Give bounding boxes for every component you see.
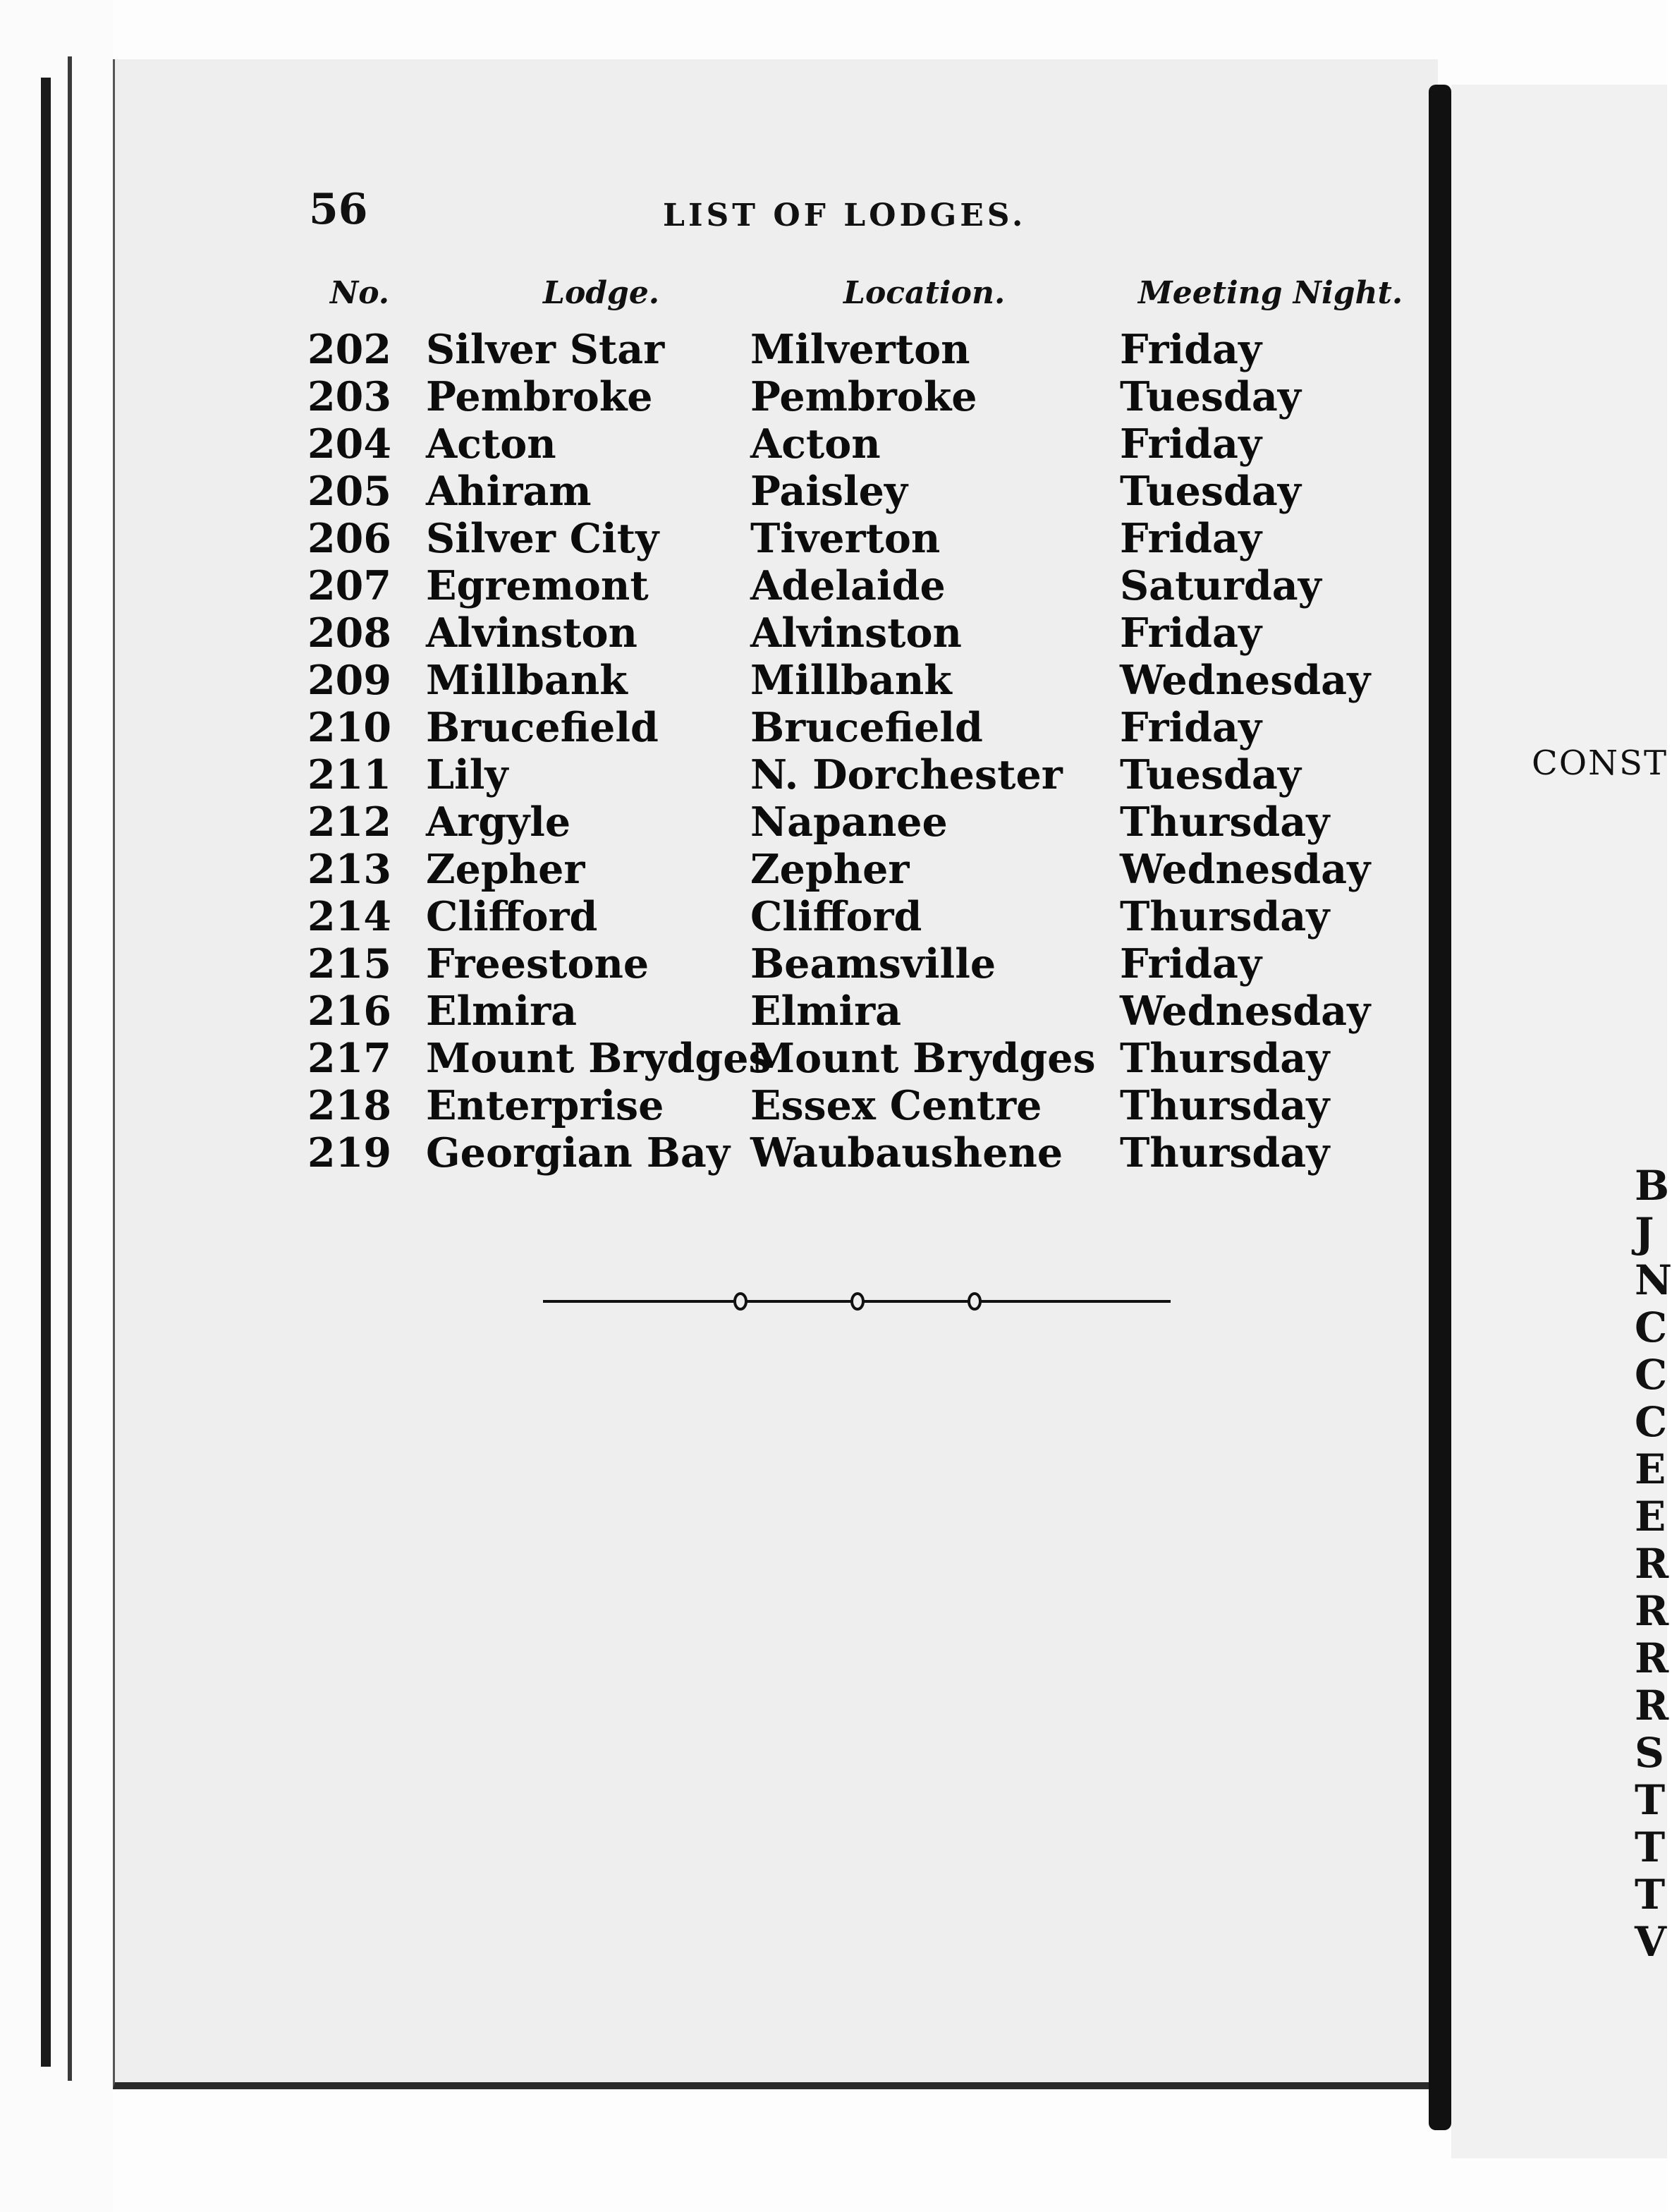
lodge-row [307, 1129, 1408, 1177]
facing-page-letter: R [1635, 1540, 1669, 1588]
lodge-location: Mount Brydges [750, 1035, 1096, 1082]
lodge-number: 214 [307, 893, 391, 940]
facing-page-letter: N [1635, 1256, 1672, 1304]
lodge-location: Waubaushene [750, 1129, 1063, 1177]
lodge-row [307, 609, 1408, 657]
lodge-number: 213 [307, 846, 391, 893]
meeting-night: Thursday [1120, 798, 1330, 846]
left-binding-edge [0, 0, 113, 2212]
lodge-number: 207 [307, 562, 391, 609]
column-header-location: Location. [843, 275, 1006, 311]
lodge-name: Pembroke [426, 373, 653, 420]
lodge-name: Zepher [426, 846, 585, 893]
lodge-name: Silver Star [426, 326, 665, 373]
lodge-row [307, 846, 1408, 893]
meeting-night: Thursday [1120, 1035, 1330, 1082]
binding-line [68, 56, 72, 2081]
ornamental-rule [543, 1291, 1178, 1312]
lodge-row [307, 940, 1408, 988]
lodge-number: 216 [307, 988, 391, 1035]
lodge-location: Pembroke [750, 373, 977, 420]
facing-page-letter: J [1635, 1209, 1654, 1257]
lodge-number: 208 [307, 609, 391, 657]
lodge-row [307, 1082, 1408, 1129]
facing-page-letter: R [1635, 1587, 1669, 1635]
facing-page-letter: S [1635, 1729, 1664, 1777]
lodge-name: Mount Brydges [426, 1035, 771, 1082]
lodge-row [307, 704, 1408, 751]
lodge-name: Lily [426, 751, 508, 798]
lodge-number: 202 [307, 326, 391, 373]
lodge-row [307, 988, 1408, 1035]
lodge-row [307, 751, 1408, 798]
facing-page-letter: R [1635, 1634, 1669, 1682]
lodge-name: Acton [426, 420, 556, 468]
lodge-location: Beamsville [750, 940, 996, 988]
lodge-location: Napanee [750, 798, 948, 846]
lodge-number: 217 [307, 1035, 391, 1082]
lodge-row [307, 420, 1408, 468]
lodge-location: N. Dorchester [750, 751, 1063, 798]
meeting-night: Tuesday [1120, 751, 1301, 798]
facing-page-letter: T [1635, 1776, 1666, 1824]
lodge-number: 215 [307, 940, 391, 988]
lodge-number: 203 [307, 373, 391, 420]
meeting-night: Wednesday [1120, 988, 1371, 1035]
lodge-name: Silver City [426, 515, 659, 562]
facing-page-heading: CONST [1532, 743, 1668, 783]
meeting-night: Friday [1120, 420, 1262, 468]
running-title: LIST OF LODGES. [663, 198, 1027, 233]
facing-page-letter: C [1635, 1398, 1668, 1446]
lodge-number: 210 [307, 704, 391, 751]
binding-shadow [41, 78, 51, 2067]
lodge-location: Adelaide [750, 562, 946, 609]
lodge-number: 219 [307, 1129, 391, 1177]
lodge-row [307, 373, 1408, 420]
facing-page-letters [1635, 1162, 1672, 1966]
meeting-night: Wednesday [1120, 846, 1371, 893]
lodge-name: Argyle [426, 798, 571, 846]
meeting-night: Friday [1120, 940, 1262, 988]
meeting-night: Friday [1120, 515, 1262, 562]
facing-page-letter: V [1635, 1918, 1667, 1966]
lodge-row [307, 515, 1408, 562]
meeting-night: Friday [1120, 704, 1262, 751]
lodge-list [307, 326, 1408, 1177]
page-number: 56 [309, 185, 368, 234]
lodge-row [307, 1035, 1408, 1082]
column-header-meeting-night: Meeting Night. [1138, 275, 1403, 311]
meeting-night: Thursday [1120, 893, 1330, 940]
facing-page-letter: T [1635, 1871, 1666, 1919]
gutter-shadow [1429, 85, 1451, 2130]
meeting-night: Thursday [1120, 1129, 1330, 1177]
lodge-name: Elmira [426, 988, 578, 1035]
lodge-row [307, 562, 1408, 609]
lodge-name: Freestone [426, 940, 649, 988]
lodge-number: 209 [307, 657, 391, 704]
facing-page-letter: T [1635, 1823, 1666, 1871]
lodge-number: 205 [307, 468, 391, 515]
lodge-number: 211 [307, 751, 391, 798]
lodge-location: Milverton [750, 326, 970, 373]
lodge-name: Alvinston [426, 609, 637, 657]
meeting-night: Saturday [1120, 562, 1322, 609]
lodge-location: Zepher [750, 846, 910, 893]
facing-page-letter: R [1635, 1682, 1669, 1730]
lodge-name: Egremont [426, 562, 649, 609]
lodge-row [307, 657, 1408, 704]
lodge-name: Brucefield [426, 704, 659, 751]
meeting-night: Tuesday [1120, 373, 1301, 420]
column-header-no: No. [330, 275, 390, 311]
meeting-night: Friday [1120, 609, 1262, 657]
lodge-location: Brucefield [750, 704, 983, 751]
column-header-lodge: Lodge. [543, 275, 660, 311]
meeting-night: Friday [1120, 326, 1262, 373]
meeting-night: Tuesday [1120, 468, 1301, 515]
lodge-name: Ahiram [426, 468, 592, 515]
lodge-location: Alvinston [750, 609, 962, 657]
lodge-location: Essex Centre [750, 1082, 1042, 1129]
lodge-name: Georgian Bay [426, 1129, 730, 1177]
meeting-night: Thursday [1120, 1082, 1330, 1129]
lodge-location: Elmira [750, 988, 902, 1035]
lodge-location: Tiverton [750, 515, 941, 562]
lodge-row [307, 468, 1408, 515]
lodge-name: Clifford [426, 893, 598, 940]
lodge-location: Millbank [750, 657, 952, 704]
lodge-name: Enterprise [426, 1082, 664, 1129]
lodge-location: Acton [750, 420, 881, 468]
lodge-number: 206 [307, 515, 391, 562]
facing-page-letter: C [1635, 1351, 1668, 1399]
lodge-row [307, 893, 1408, 940]
lodge-location: Paisley [750, 468, 908, 515]
lodge-row [307, 326, 1408, 373]
facing-page-letter: C [1635, 1304, 1668, 1351]
lodge-row [307, 798, 1408, 846]
lodge-name: Millbank [426, 657, 628, 704]
facing-page-letter: B [1635, 1162, 1670, 1210]
lodge-number: 204 [307, 420, 391, 468]
lodge-number: 212 [307, 798, 391, 846]
meeting-night: Wednesday [1120, 657, 1371, 704]
facing-page-letter: E [1635, 1445, 1666, 1493]
lodge-location: Clifford [750, 893, 922, 940]
lodge-number: 218 [307, 1082, 391, 1129]
facing-page-letter: E [1635, 1493, 1666, 1540]
